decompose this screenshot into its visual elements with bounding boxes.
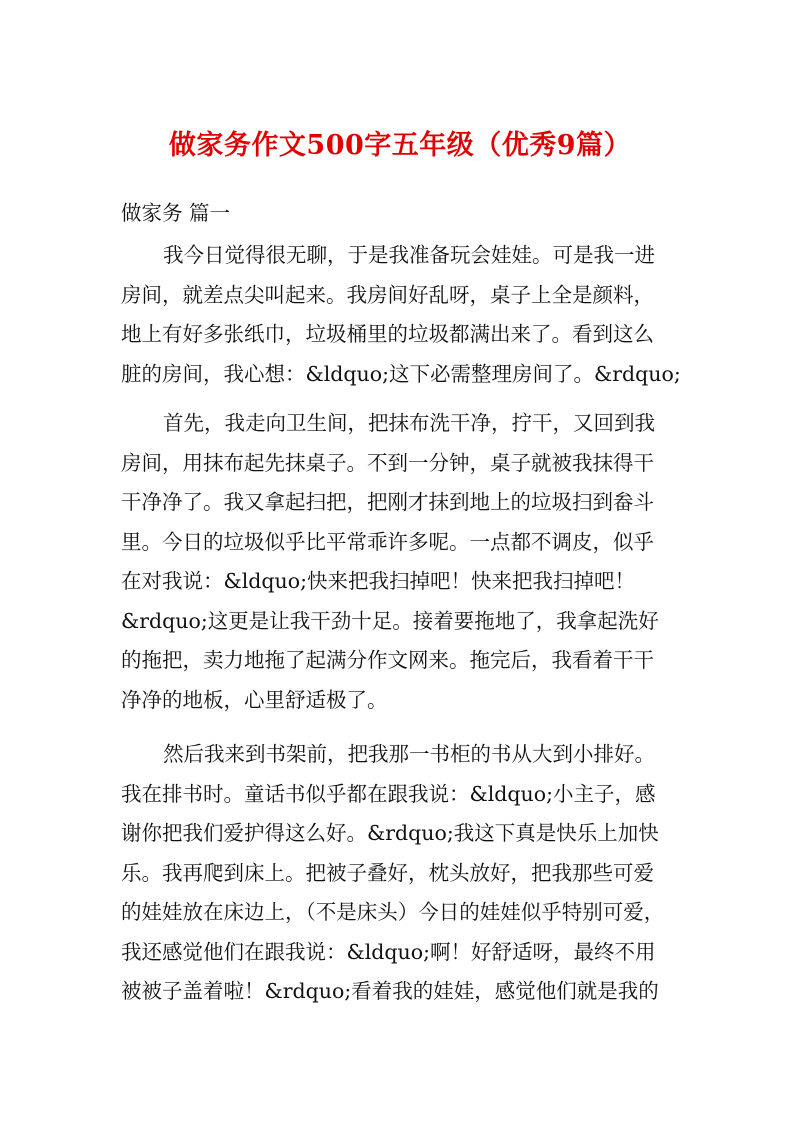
paragraph-line: 里。今日的垃圾似乎比平常乖许多呢。一点都不调皮，似乎 (121, 529, 654, 554)
paragraph-line: 在对我说：&ldquo;快来把我扫掉吧！快来把我扫掉吧！ (121, 569, 636, 593)
paragraph-line: 被被子盖着啦！&rdquo;看着我的娃娃，感觉他们就是我的 (121, 979, 659, 1003)
document-title: 做家务作文500字五年级（优秀9篇） (168, 130, 632, 161)
paragraph-line: 房间，用抹布起先抹桌子。不到一分钟，桌子就被我抹得干 (121, 450, 654, 475)
section-heading: 做家务 篇一 (121, 201, 231, 225)
paragraph-line: 乐。我再爬到床上。把被子叠好，枕头放好，把我那些可爱 (121, 860, 654, 885)
paragraph-line: 我在排书时。童话书似乎都在跟我说：&ldquo;小主子，感 (121, 781, 656, 806)
paragraph-line: 的娃娃放在床边上，（不是床头）今日的娃娃似乎特别可爱， (121, 900, 665, 924)
paragraph-line: 然后我来到书架前，把我那一书柜的书从大到小排好。 (163, 742, 655, 766)
paragraph-line: 的拖把，卖力地拖了起满分作文网来。拖完后，我看着干干 (121, 648, 654, 672)
paragraph-line: 地上有好多张纸巾，垃圾桶里的垃圾都满出来了。看到这么 (121, 322, 654, 346)
paragraph-line: 脏的房间，我心想：&ldquo;这下必需整理房间了。&rdquo; (121, 361, 681, 386)
paragraph-line: 首先，我走向卫生间，把抹布洗干净，拧干，又回到我 (163, 411, 655, 435)
paragraph-line: 我今日觉得很无聊，于是我准备玩会娃娃。可是我一进 (163, 243, 655, 267)
paragraph-line: 干净净了。我又拿起扫把，把刚才抹到地上的垃圾扫到畚斗 (121, 490, 654, 514)
paragraph-3 (121, 735, 691, 1012)
paragraph-line: 净净的地板，心里舒适极了。 (121, 687, 388, 712)
paragraph-line: 谢你把我们爱护得这么好。&rdquo;我这下真是快乐上加快 (121, 821, 659, 845)
paragraph-2 (121, 404, 691, 720)
paragraph-line: &rdquo;这更是让我干劲十足。接着要拖地了，我拿起洗好 (121, 608, 659, 633)
paragraph-line: 房间，就差点尖叫起来。我房间好乱呀，桌子上全是颜料， (121, 282, 654, 307)
paragraph-1 (121, 236, 691, 394)
paragraph-line: 我还感觉他们在跟我说：&ldquo;啊！好舒适呀，最终不用 (121, 939, 656, 964)
